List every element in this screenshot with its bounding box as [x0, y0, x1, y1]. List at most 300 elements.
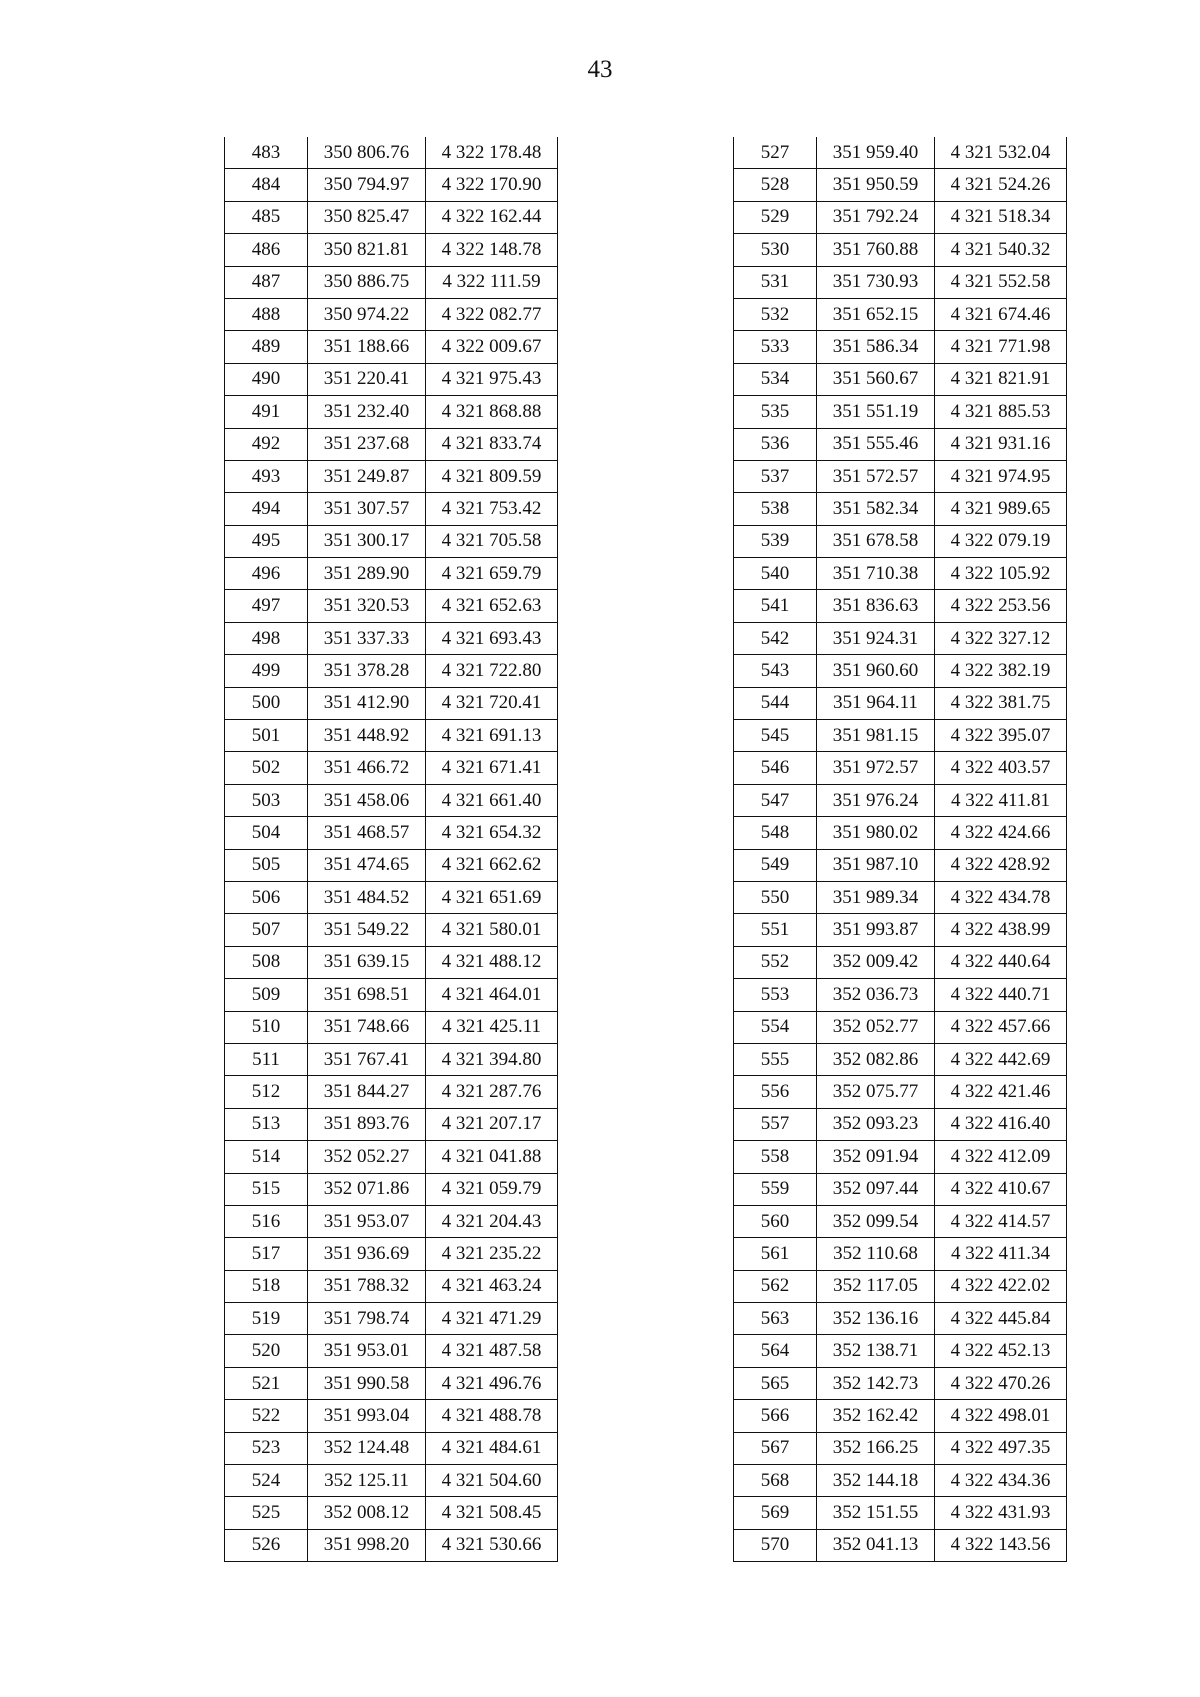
point-number-cell: 502 [225, 752, 308, 784]
y-coordinate-cell: 4 321 661.40 [426, 784, 558, 816]
point-number-cell: 535 [734, 396, 817, 428]
x-coordinate-cell: 350 974.22 [308, 298, 426, 330]
table-row [225, 1205, 558, 1237]
y-coordinate-cell: 4 321 674.46 [935, 298, 1067, 330]
x-coordinate-cell: 352 125.11 [308, 1465, 426, 1497]
y-coordinate-cell: 4 322 414.57 [935, 1205, 1067, 1237]
y-coordinate-cell: 4 321 463.24 [426, 1270, 558, 1302]
y-coordinate-cell: 4 322 440.64 [935, 946, 1067, 978]
point-number-cell: 491 [225, 396, 308, 428]
table-row [734, 169, 1067, 201]
coordinates-table-body [225, 137, 558, 1562]
point-number-cell: 490 [225, 363, 308, 395]
x-coordinate-cell: 351 468.57 [308, 817, 426, 849]
x-coordinate-cell: 352 136.16 [817, 1303, 935, 1335]
y-coordinate-cell: 4 322 105.92 [935, 558, 1067, 590]
y-coordinate-cell: 4 321 868.88 [426, 396, 558, 428]
table-row [734, 817, 1067, 849]
x-coordinate-cell: 350 825.47 [308, 201, 426, 233]
y-coordinate-cell: 4 322 428.92 [935, 849, 1067, 881]
table-row [734, 1205, 1067, 1237]
table-row [734, 720, 1067, 752]
table-row [734, 1270, 1067, 1302]
y-coordinate-cell: 4 322 445.84 [935, 1303, 1067, 1335]
point-number-cell: 555 [734, 1043, 817, 1075]
x-coordinate-cell: 352 009.42 [817, 946, 935, 978]
x-coordinate-cell: 351 924.31 [817, 622, 935, 654]
table-row [734, 1238, 1067, 1270]
y-coordinate-cell: 4 321 652.63 [426, 590, 558, 622]
point-number-cell: 551 [734, 914, 817, 946]
y-coordinate-cell: 4 321 532.04 [935, 137, 1067, 169]
point-number-cell: 525 [225, 1497, 308, 1529]
table-row [225, 1238, 558, 1270]
table-row [225, 460, 558, 492]
x-coordinate-cell: 351 652.15 [817, 298, 935, 330]
table-row [734, 1173, 1067, 1205]
point-number-cell: 483 [225, 137, 308, 169]
x-coordinate-cell: 351 474.65 [308, 849, 426, 881]
table-row [225, 234, 558, 266]
x-coordinate-cell: 351 980.02 [817, 817, 935, 849]
y-coordinate-cell: 4 322 457.66 [935, 1011, 1067, 1043]
x-coordinate-cell: 351 300.17 [308, 525, 426, 557]
y-coordinate-cell: 4 322 497.35 [935, 1432, 1067, 1464]
table-row [734, 784, 1067, 816]
x-coordinate-cell: 351 458.06 [308, 784, 426, 816]
point-number-cell: 495 [225, 525, 308, 557]
x-coordinate-cell: 351 188.66 [308, 331, 426, 363]
y-coordinate-cell: 4 322 438.99 [935, 914, 1067, 946]
y-coordinate-cell: 4 322 470.26 [935, 1367, 1067, 1399]
y-coordinate-cell: 4 321 833.74 [426, 428, 558, 460]
x-coordinate-cell: 352 041.13 [817, 1529, 935, 1561]
table-row [734, 1043, 1067, 1075]
table-row [734, 525, 1067, 557]
point-number-cell: 534 [734, 363, 817, 395]
table-row [734, 687, 1067, 719]
point-number-cell: 523 [225, 1432, 308, 1464]
y-coordinate-cell: 4 321 671.41 [426, 752, 558, 784]
table-row [225, 1335, 558, 1367]
x-coordinate-cell: 351 555.46 [817, 428, 935, 460]
x-coordinate-cell: 352 124.48 [308, 1432, 426, 1464]
point-number-cell: 510 [225, 1011, 308, 1043]
table-row [734, 1076, 1067, 1108]
x-coordinate-cell: 351 237.68 [308, 428, 426, 460]
point-number-cell: 539 [734, 525, 817, 557]
x-coordinate-cell: 351 993.04 [308, 1400, 426, 1432]
point-number-cell: 561 [734, 1238, 817, 1270]
table-row [734, 590, 1067, 622]
table-row [225, 1108, 558, 1140]
y-coordinate-cell: 4 321 518.34 [935, 201, 1067, 233]
x-coordinate-cell: 351 378.28 [308, 655, 426, 687]
point-number-cell: 558 [734, 1141, 817, 1173]
x-coordinate-cell: 352 162.42 [817, 1400, 935, 1432]
y-coordinate-cell: 4 321 484.61 [426, 1432, 558, 1464]
x-coordinate-cell: 352 052.77 [817, 1011, 935, 1043]
table-row [225, 201, 558, 233]
y-coordinate-cell: 4 322 410.67 [935, 1173, 1067, 1205]
x-coordinate-cell: 351 586.34 [817, 331, 935, 363]
y-coordinate-cell: 4 321 651.69 [426, 881, 558, 913]
x-coordinate-cell: 351 960.60 [817, 655, 935, 687]
point-number-cell: 550 [734, 881, 817, 913]
x-coordinate-cell: 351 572.57 [817, 460, 935, 492]
table-row [734, 914, 1067, 946]
y-coordinate-cell: 4 321 931.16 [935, 428, 1067, 460]
table-row [734, 655, 1067, 687]
y-coordinate-cell: 4 321 809.59 [426, 460, 558, 492]
table-row [225, 1141, 558, 1173]
point-number-cell: 562 [734, 1270, 817, 1302]
x-coordinate-cell: 352 075.77 [817, 1076, 935, 1108]
point-number-cell: 519 [225, 1303, 308, 1335]
y-coordinate-cell: 4 322 416.40 [935, 1108, 1067, 1140]
table-row [734, 849, 1067, 881]
table-row [225, 590, 558, 622]
y-coordinate-cell: 4 322 395.07 [935, 720, 1067, 752]
x-coordinate-cell: 351 976.24 [817, 784, 935, 816]
point-number-cell: 547 [734, 784, 817, 816]
x-coordinate-cell: 350 886.75 [308, 266, 426, 298]
table-row [734, 1529, 1067, 1561]
point-number-cell: 542 [734, 622, 817, 654]
point-number-cell: 564 [734, 1335, 817, 1367]
y-coordinate-cell: 4 322 170.90 [426, 169, 558, 201]
point-number-cell: 560 [734, 1205, 817, 1237]
x-coordinate-cell: 351 893.76 [308, 1108, 426, 1140]
table-row [225, 1173, 558, 1205]
x-coordinate-cell: 351 760.88 [817, 234, 935, 266]
table-row [734, 881, 1067, 913]
table-row [225, 881, 558, 913]
point-number-cell: 546 [734, 752, 817, 784]
y-coordinate-cell: 4 321 425.11 [426, 1011, 558, 1043]
x-coordinate-cell: 351 639.15 [308, 946, 426, 978]
table-row [734, 331, 1067, 363]
x-coordinate-cell: 351 698.51 [308, 979, 426, 1011]
table-row [734, 979, 1067, 1011]
point-number-cell: 568 [734, 1465, 817, 1497]
y-coordinate-cell: 4 321 287.76 [426, 1076, 558, 1108]
table-row [734, 1303, 1067, 1335]
point-number-cell: 530 [734, 234, 817, 266]
table-row [225, 1303, 558, 1335]
point-number-cell: 569 [734, 1497, 817, 1529]
table-row [225, 655, 558, 687]
x-coordinate-cell: 351 792.24 [817, 201, 935, 233]
table-row [734, 1465, 1067, 1497]
y-coordinate-cell: 4 321 394.80 [426, 1043, 558, 1075]
point-number-cell: 516 [225, 1205, 308, 1237]
table-row [734, 1400, 1067, 1432]
point-number-cell: 487 [225, 266, 308, 298]
x-coordinate-cell: 351 412.90 [308, 687, 426, 719]
x-coordinate-cell: 352 166.25 [817, 1432, 935, 1464]
x-coordinate-cell: 351 844.27 [308, 1076, 426, 1108]
point-number-cell: 531 [734, 266, 817, 298]
point-number-cell: 533 [734, 331, 817, 363]
point-number-cell: 529 [734, 201, 817, 233]
x-coordinate-cell: 351 981.15 [817, 720, 935, 752]
x-coordinate-cell: 351 730.93 [817, 266, 935, 298]
table-row [225, 687, 558, 719]
x-coordinate-cell: 351 560.67 [817, 363, 935, 395]
x-coordinate-cell: 352 008.12 [308, 1497, 426, 1529]
point-number-cell: 496 [225, 558, 308, 590]
y-coordinate-cell: 4 321 464.01 [426, 979, 558, 1011]
y-coordinate-cell: 4 321 552.58 [935, 266, 1067, 298]
table-row [225, 1497, 558, 1529]
point-number-cell: 517 [225, 1238, 308, 1270]
table-row [225, 1432, 558, 1464]
point-number-cell: 563 [734, 1303, 817, 1335]
x-coordinate-cell: 352 093.23 [817, 1108, 935, 1140]
y-coordinate-cell: 4 322 253.56 [935, 590, 1067, 622]
point-number-cell: 521 [225, 1367, 308, 1399]
table-row [225, 137, 558, 169]
table-row [225, 558, 558, 590]
x-coordinate-cell: 351 307.57 [308, 493, 426, 525]
y-coordinate-cell: 4 322 327.12 [935, 622, 1067, 654]
point-number-cell: 543 [734, 655, 817, 687]
table-row [734, 460, 1067, 492]
point-number-cell: 537 [734, 460, 817, 492]
table-row [734, 1108, 1067, 1140]
point-number-cell: 552 [734, 946, 817, 978]
table-row [225, 169, 558, 201]
table-row [225, 784, 558, 816]
y-coordinate-cell: 4 322 498.01 [935, 1400, 1067, 1432]
point-number-cell: 570 [734, 1529, 817, 1561]
table-row [734, 396, 1067, 428]
x-coordinate-cell: 351 710.38 [817, 558, 935, 590]
x-coordinate-cell: 351 232.40 [308, 396, 426, 428]
point-number-cell: 556 [734, 1076, 817, 1108]
x-coordinate-cell: 351 959.40 [817, 137, 935, 169]
y-coordinate-cell: 4 321 524.26 [935, 169, 1067, 201]
y-coordinate-cell: 4 321 204.43 [426, 1205, 558, 1237]
table-row [225, 428, 558, 460]
point-number-cell: 500 [225, 687, 308, 719]
point-number-cell: 554 [734, 1011, 817, 1043]
table-row [734, 137, 1067, 169]
x-coordinate-cell: 352 036.73 [817, 979, 935, 1011]
y-coordinate-cell: 4 322 421.46 [935, 1076, 1067, 1108]
table-row [734, 622, 1067, 654]
y-coordinate-cell: 4 322 424.66 [935, 817, 1067, 849]
table-row [734, 1432, 1067, 1464]
y-coordinate-cell: 4 321 691.13 [426, 720, 558, 752]
table-row [225, 1400, 558, 1432]
y-coordinate-cell: 4 321 504.60 [426, 1465, 558, 1497]
y-coordinate-cell: 4 321 821.91 [935, 363, 1067, 395]
y-coordinate-cell: 4 322 162.44 [426, 201, 558, 233]
table-row [734, 558, 1067, 590]
x-coordinate-cell: 351 972.57 [817, 752, 935, 784]
table-row [734, 1367, 1067, 1399]
y-coordinate-cell: 4 321 885.53 [935, 396, 1067, 428]
x-coordinate-cell: 351 767.41 [308, 1043, 426, 1075]
table-row [225, 1529, 558, 1561]
y-coordinate-cell: 4 321 207.17 [426, 1108, 558, 1140]
x-coordinate-cell: 352 082.86 [817, 1043, 935, 1075]
table-row [225, 622, 558, 654]
coordinates-table-left [224, 137, 558, 1562]
y-coordinate-cell: 4 321 496.76 [426, 1367, 558, 1399]
table-row [734, 201, 1067, 233]
x-coordinate-cell: 351 249.87 [308, 460, 426, 492]
x-coordinate-cell: 351 220.41 [308, 363, 426, 395]
point-number-cell: 559 [734, 1173, 817, 1205]
point-number-cell: 512 [225, 1076, 308, 1108]
x-coordinate-cell: 351 987.10 [817, 849, 935, 881]
y-coordinate-cell: 4 321 659.79 [426, 558, 558, 590]
y-coordinate-cell: 4 321 580.01 [426, 914, 558, 946]
y-coordinate-cell: 4 322 143.56 [935, 1529, 1067, 1561]
point-number-cell: 566 [734, 1400, 817, 1432]
y-coordinate-cell: 4 321 654.32 [426, 817, 558, 849]
y-coordinate-cell: 4 322 411.34 [935, 1238, 1067, 1270]
point-number-cell: 522 [225, 1400, 308, 1432]
point-number-cell: 484 [225, 169, 308, 201]
table-row [225, 363, 558, 395]
x-coordinate-cell: 350 821.81 [308, 234, 426, 266]
y-coordinate-cell: 4 322 440.71 [935, 979, 1067, 1011]
point-number-cell: 545 [734, 720, 817, 752]
x-coordinate-cell: 352 071.86 [308, 1173, 426, 1205]
y-coordinate-cell: 4 321 705.58 [426, 525, 558, 557]
table-row [734, 298, 1067, 330]
y-coordinate-cell: 4 322 111.59 [426, 266, 558, 298]
table-row [225, 946, 558, 978]
y-coordinate-cell: 4 322 403.57 [935, 752, 1067, 784]
coordinates-table-body [734, 137, 1067, 1562]
x-coordinate-cell: 351 993.87 [817, 914, 935, 946]
point-number-cell: 507 [225, 914, 308, 946]
point-number-cell: 557 [734, 1108, 817, 1140]
table-row [225, 914, 558, 946]
x-coordinate-cell: 351 466.72 [308, 752, 426, 784]
point-number-cell: 489 [225, 331, 308, 363]
x-coordinate-cell: 351 953.07 [308, 1205, 426, 1237]
x-coordinate-cell: 351 582.34 [817, 493, 935, 525]
x-coordinate-cell: 351 320.53 [308, 590, 426, 622]
y-coordinate-cell: 4 321 771.98 [935, 331, 1067, 363]
y-coordinate-cell: 4 321 530.66 [426, 1529, 558, 1561]
y-coordinate-cell: 4 321 488.78 [426, 1400, 558, 1432]
table-row [225, 493, 558, 525]
point-number-cell: 549 [734, 849, 817, 881]
table-row [225, 1367, 558, 1399]
coordinates-table-right [733, 137, 1067, 1562]
point-number-cell: 506 [225, 881, 308, 913]
point-number-cell: 508 [225, 946, 308, 978]
y-coordinate-cell: 4 322 434.78 [935, 881, 1067, 913]
point-number-cell: 494 [225, 493, 308, 525]
point-number-cell: 499 [225, 655, 308, 687]
table-row [225, 720, 558, 752]
table-row [225, 396, 558, 428]
x-coordinate-cell: 352 097.44 [817, 1173, 935, 1205]
y-coordinate-cell: 4 321 041.88 [426, 1141, 558, 1173]
y-coordinate-cell: 4 321 989.65 [935, 493, 1067, 525]
x-coordinate-cell: 351 484.52 [308, 881, 426, 913]
x-coordinate-cell: 352 142.73 [817, 1367, 935, 1399]
table-row [225, 817, 558, 849]
table-row [225, 331, 558, 363]
table-row [225, 298, 558, 330]
x-coordinate-cell: 351 836.63 [817, 590, 935, 622]
x-coordinate-cell: 351 990.58 [308, 1367, 426, 1399]
y-coordinate-cell: 4 321 488.12 [426, 946, 558, 978]
y-coordinate-cell: 4 321 487.58 [426, 1335, 558, 1367]
point-number-cell: 526 [225, 1529, 308, 1561]
y-coordinate-cell: 4 322 381.75 [935, 687, 1067, 719]
y-coordinate-cell: 4 321 974.95 [935, 460, 1067, 492]
table-row [225, 266, 558, 298]
table-row [734, 363, 1067, 395]
y-coordinate-cell: 4 322 148.78 [426, 234, 558, 266]
table-row [734, 266, 1067, 298]
y-coordinate-cell: 4 321 720.41 [426, 687, 558, 719]
x-coordinate-cell: 351 549.22 [308, 914, 426, 946]
point-number-cell: 492 [225, 428, 308, 460]
point-number-cell: 488 [225, 298, 308, 330]
y-coordinate-cell: 4 322 422.02 [935, 1270, 1067, 1302]
point-number-cell: 509 [225, 979, 308, 1011]
table-row [734, 234, 1067, 266]
point-number-cell: 513 [225, 1108, 308, 1140]
point-number-cell: 532 [734, 298, 817, 330]
table-row [734, 1497, 1067, 1529]
y-coordinate-cell: 4 322 009.67 [426, 331, 558, 363]
x-coordinate-cell: 352 052.27 [308, 1141, 426, 1173]
page-number: 43 [587, 56, 613, 83]
table-row [734, 428, 1067, 460]
table-row [734, 1011, 1067, 1043]
point-number-cell: 503 [225, 784, 308, 816]
point-number-cell: 486 [225, 234, 308, 266]
point-number-cell: 511 [225, 1043, 308, 1075]
point-number-cell: 524 [225, 1465, 308, 1497]
point-number-cell: 485 [225, 201, 308, 233]
x-coordinate-cell: 351 989.34 [817, 881, 935, 913]
point-number-cell: 515 [225, 1173, 308, 1205]
table-row [734, 1141, 1067, 1173]
y-coordinate-cell: 4 322 412.09 [935, 1141, 1067, 1173]
x-coordinate-cell: 351 964.11 [817, 687, 935, 719]
x-coordinate-cell: 351 950.59 [817, 169, 935, 201]
y-coordinate-cell: 4 321 540.32 [935, 234, 1067, 266]
table-row [734, 946, 1067, 978]
point-number-cell: 497 [225, 590, 308, 622]
y-coordinate-cell: 4 321 471.29 [426, 1303, 558, 1335]
point-number-cell: 501 [225, 720, 308, 752]
point-number-cell: 493 [225, 460, 308, 492]
y-coordinate-cell: 4 322 382.19 [935, 655, 1067, 687]
point-number-cell: 498 [225, 622, 308, 654]
y-coordinate-cell: 4 321 235.22 [426, 1238, 558, 1270]
table-row [225, 979, 558, 1011]
table-row [225, 1011, 558, 1043]
y-coordinate-cell: 4 322 442.69 [935, 1043, 1067, 1075]
y-coordinate-cell: 4 321 662.62 [426, 849, 558, 881]
table-row [225, 1270, 558, 1302]
y-coordinate-cell: 4 322 411.81 [935, 784, 1067, 816]
